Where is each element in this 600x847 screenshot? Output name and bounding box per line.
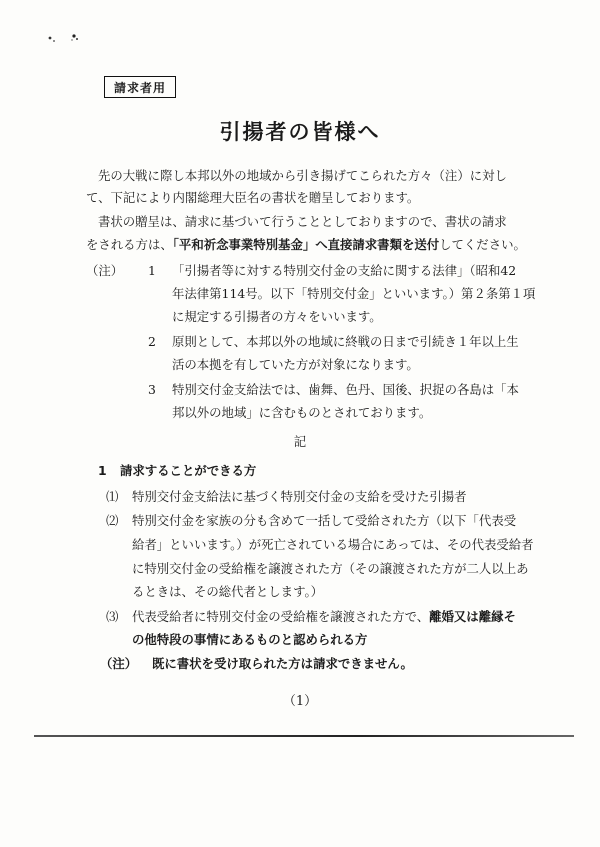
item2-number: ⑵ bbox=[106, 513, 119, 528]
intro-p2-line1: 書状の贈呈は、請求に基づいて行うこととしておりますので、書状の請求 bbox=[98, 214, 507, 229]
ki-heading: 記 bbox=[293, 434, 307, 449]
note1-number: 1 bbox=[148, 263, 156, 278]
scan-specks bbox=[44, 30, 104, 50]
section1-number: 1 bbox=[98, 463, 107, 478]
item3-number: ⑶ bbox=[106, 609, 119, 624]
item3-line2: の他特段の事情にあるものと認められる方 bbox=[132, 632, 368, 647]
note3-number: 3 bbox=[148, 382, 156, 397]
note2-line2: 活の本拠を有していた方が対象になります。 bbox=[172, 357, 419, 372]
item3-line1 bbox=[132, 611, 516, 623]
intro-p2-emphasis: 「平和祈念事業特別基金」へ直接請求書類を送付 bbox=[172, 237, 440, 252]
item1-line1: 特別交付金支給法に基づく特別交付金の支給を受けた引揚者 bbox=[132, 489, 467, 504]
note1-line2: 年法律第114号。以下「特別交付金」といいます。）第２条第１項 bbox=[172, 286, 536, 301]
note3-line2: 邦以外の地域」に含むものとされております。 bbox=[172, 405, 432, 420]
item3-prefix: 代表受給者に特別交付金の受給権を譲渡された方で、 bbox=[132, 609, 430, 624]
page-number: （1） bbox=[282, 694, 318, 709]
item2-line1: 特別交付金を家族の分も含めて一括して受給された方（以下「代表受 bbox=[132, 513, 517, 528]
requester-badge: 請求者用 bbox=[104, 76, 176, 98]
notes-label: （注） bbox=[86, 263, 124, 278]
section1-note-label: （注） bbox=[100, 656, 138, 671]
note1-line3: に規定する引揚者の方々をいいます。 bbox=[172, 309, 382, 324]
intro-p1-line1: 先の大戦に際し本邦以外の地域から引き揚げてこられた方々（注）に対し bbox=[98, 168, 507, 183]
note2-number: 2 bbox=[148, 334, 156, 349]
item2-line2: 給者」といいます。）が死亡されている場合にあっては、その代表受給者 bbox=[132, 537, 534, 552]
intro-p2-line2 bbox=[86, 239, 526, 251]
item2-line3: に特別交付金の受給権を譲渡された方（その譲渡された方が二人以上あ bbox=[132, 561, 529, 576]
intro-p2-prefix: をされる方は、 bbox=[86, 237, 173, 252]
page-title: 引揚者の皆様へ bbox=[219, 120, 381, 144]
note2-line1: 原則として、本邦以外の地域に終戦の日まで引続き１年以上生 bbox=[172, 334, 519, 349]
item2-line4: るときは、その総代者とします。） bbox=[132, 584, 324, 599]
intro-p2-suffix: してください。 bbox=[439, 237, 526, 252]
section1-heading: 請求することができる方 bbox=[120, 463, 257, 478]
bottom-rule bbox=[34, 735, 574, 737]
item1-number: ⑴ bbox=[106, 489, 119, 504]
section1-note-text: 既に書状を受け取られた方は請求できません。 bbox=[152, 656, 413, 671]
item3-emphasis: 離婚又は離縁そ bbox=[429, 609, 516, 624]
note3-line1: 特別交付金支給法では、歯舞、色丹、国後、択捉の各島は「本 bbox=[172, 382, 519, 397]
note1-line1: 「引揚者等に対する特別交付金の支給に関する法律」（昭和42 bbox=[172, 263, 517, 278]
intro-p1-line2: て、下記により内閣総理大臣名の書状を贈呈しております。 bbox=[86, 190, 420, 205]
